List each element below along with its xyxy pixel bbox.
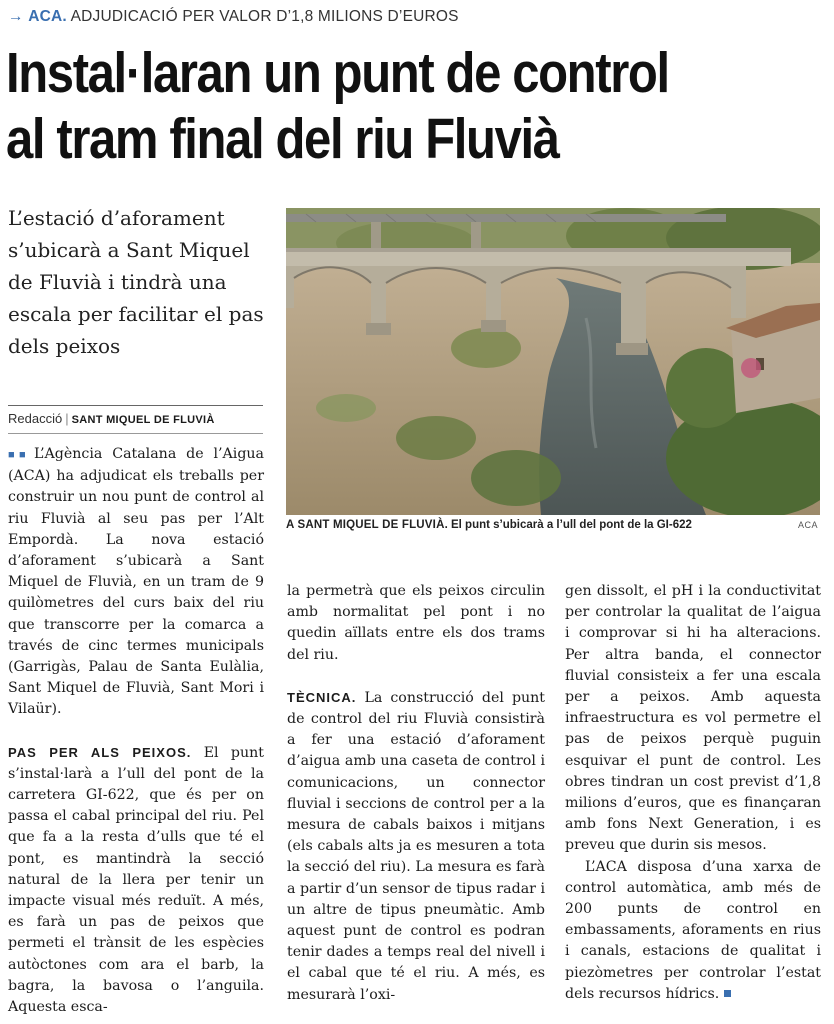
- byline: [8, 410, 270, 429]
- arrow-right-icon: →: [8, 8, 24, 25]
- byline-place: SANT MIQUEL DE FLUVIÀ: [71, 414, 215, 426]
- kicker-tag: ACA.: [28, 8, 67, 25]
- bridge-photo-icon: [286, 208, 820, 515]
- byline-author: Redacció: [8, 411, 63, 426]
- subheadline-line: escala per facilitar el pas: [8, 302, 264, 326]
- kicker-text: ADJUDICACIÓ PER VALOR D’1,8 MILIONS D’EUROS: [70, 8, 459, 25]
- body-column-2: [287, 581, 545, 1006]
- body-paragraph-2-cont: [287, 581, 545, 666]
- paragraph-text: L’Agència Catalana de l’Aigua (ACA) ha adjudicat els treballs per construir un nou punt de control al riu Fluvià al seu pas per l’Alt Empordà. La nova estació d’aforament s’ubicarà a Sant Miquel de Fluvià, en un tram de 9 quilòmetres del curs baix del riu que transcorre per la comarca a través de cinc termes municipals (Garrigàs, Palau de Santa Eulàlia, Sant Miquel de Fluvià, Sant Mori i Vilaür).: [8, 446, 264, 718]
- byline-separator: |: [65, 411, 69, 426]
- subheadline-line: s’ubicarà a Sant Miquel: [8, 238, 250, 262]
- subheadline-line: L’estació d’aforament: [8, 206, 225, 230]
- byline-divider: [8, 433, 263, 434]
- headline: [6, 40, 713, 172]
- body-paragraph-3-cont: [565, 581, 821, 857]
- photo-credit: ACA: [797, 520, 818, 530]
- body-column-3: [565, 581, 821, 1005]
- body-column-1: [8, 444, 264, 1018]
- caption-place: A SANT MIQUEL DE FLUVIÀ.: [286, 519, 448, 531]
- body-paragraph-3: [287, 687, 545, 1006]
- photo-caption: [286, 517, 820, 533]
- caption-text: El punt s’ubicarà a l’ull del pont de la GI-622: [450, 519, 692, 531]
- paragraph-text: El punt s’instal·larà a l’ull del pont de la carretera GI-622, que és per on passa el cabal principal del riu. Pel que fa a la resta d’ulls que té el pont, es mantindrà la secció natural de la llera per tenir un impacte visual més reduït. A més, es farà un pas de peixos que permeti el trànsit de les espècies autòctones com ara el barb, la bagra, la bavosa o l’anguila. Aquesta esca-: [8, 744, 264, 1016]
- end-square-icon: [724, 990, 731, 997]
- headline-line-1: Instal·laran un punt de control: [6, 41, 669, 105]
- kicker: [8, 6, 459, 28]
- bridge-photo: [286, 208, 820, 515]
- subheadline-line: de Fluvià i tindrà una: [8, 270, 227, 294]
- body-paragraph-4: [565, 857, 821, 1005]
- paragraph-text: La construcció del punt de control del riu Fluvià consistirà a fer una estació d’aforament d’aigua amb una caseta de control i comunicacions, un connector fluvial i seccions de control per a la mesura de cabals baixos i mitjans (els cabals alts ja es mesuren a tota la secció del riu). La mesura es farà a partir d’un sensor de tipus radar i un altre de tipus pneumàtic. Amb aquest punt de control es podran tenir dades a temps real del nivell i el cabal que té el riu. A més, es mesurarà l’oxi-: [287, 689, 545, 1003]
- lead-square-icon: ■■: [8, 449, 31, 461]
- paragraph-text: L’ACA disposa d’una xarxa de control automàtica, amb més de 200 punts de control en embassaments, aforaments en rius i canals, estacions de qualitat i piezòmetres per controlar l’estat dels recursos hídrics.: [565, 858, 821, 1002]
- subheadline-line: dels peixos: [8, 334, 121, 358]
- body-paragraph-2: [8, 742, 264, 1019]
- subheadline: [8, 202, 270, 362]
- body-paragraph-1: [8, 444, 264, 721]
- paragraph-text: la permetrà que els peixos circulin amb normalitat pel pont i no quedin aïllats entre els dos trams del riu.: [287, 583, 545, 663]
- headline-line-2: al tram final del riu Fluvià: [6, 107, 559, 171]
- paragraph-text: gen dissolt, el pH i la conductivitat per controlar la qualitat de l’aigua i comprovar si hi ha alteracions. Per altra banda, el connector fluvial consisteix a fer una escala per a peixos. Amb aquesta infraestructura es vol permetre el pas de peixos perquè puguin esquivar el punt de control. Les obres tindran un cost previst d’1,8 milions d’euros, que es finançaran amb fons Next Generation, i es preveu que durin sis mesos.: [565, 583, 821, 854]
- section-heading-fish: PAS PER ALS PEIXOS.: [8, 744, 192, 760]
- section-heading-technical: TÈCNICA.: [287, 689, 357, 705]
- byline-divider: [8, 405, 263, 406]
